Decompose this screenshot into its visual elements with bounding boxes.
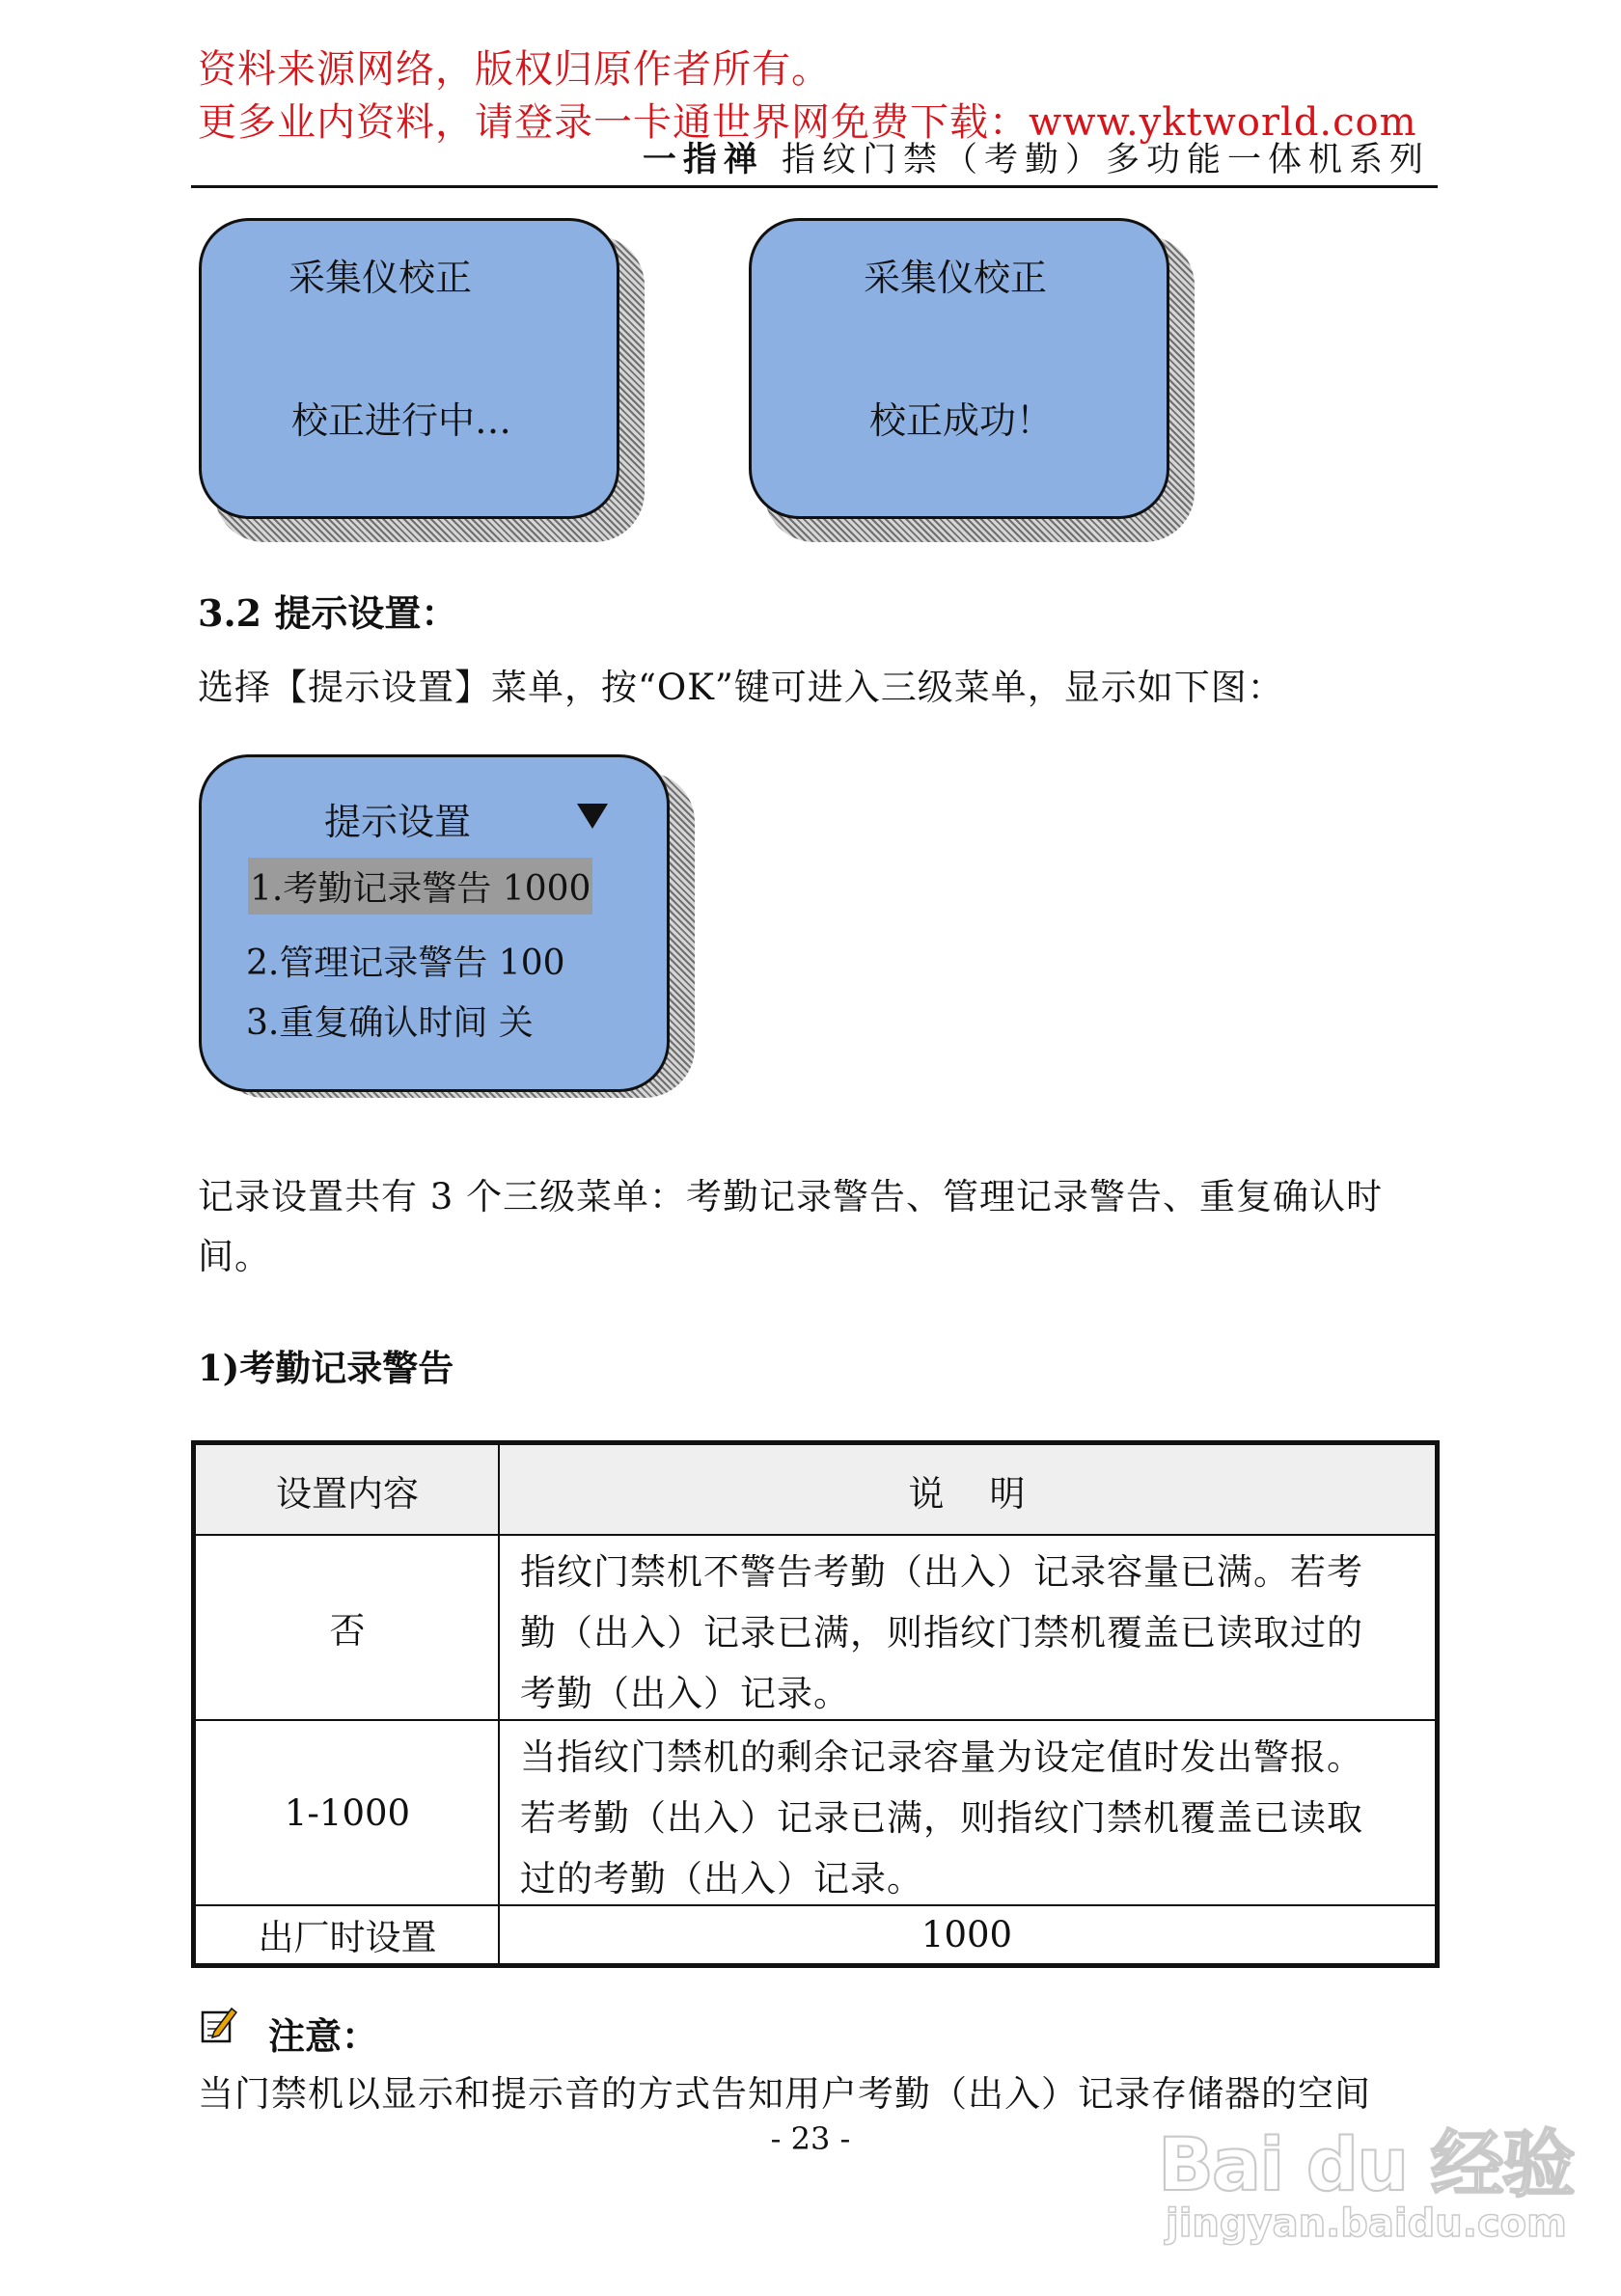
table-row-description: 指纹门禁机不警告考勤（出入）记录容量已满。若考 勤（出入）记录已满，则指纹门禁机覆盖已读取过的 考勤（出入）记录。 [520,1551,1363,1714]
menu-item-admin-warning[interactable]: 2.管理记录警告 100 [246,943,565,983]
screen-title: 采集仪校正 [288,257,472,299]
table-rule [196,1534,1435,1536]
table-rule [196,1904,1435,1906]
settings-table [191,1440,1440,1968]
page-number: - 23 - [770,2120,851,2157]
note-label: 注意： [268,2014,379,2058]
header-divider [191,185,1438,188]
table-row-setting: 1-1000 [284,1791,411,1834]
product-series: 指纹门禁（考勤）多功能一体机系列 [781,141,1430,179]
note-text: 当门禁机以显示和提示音的方式告知用户考勤（出入）记录存储器的空间 [198,2073,1371,2115]
device-screen-calibrating [199,218,619,519]
screen-title: 采集仪校正 [863,257,1047,299]
section-title: 3.2 提示设置： [198,591,458,635]
screen-message: 校正成功！ [868,399,1053,442]
menu-item-repeat-confirm[interactable]: 3.重复确认时间 关 [246,1003,534,1043]
summary-line-1: 记录设置共有 3 个三级菜单：考勤记录警告、管理记录警告、重复确认时 [198,1176,1384,1217]
screen-title: 提示设置 [323,801,471,843]
menu-item-attendance-warning[interactable]: 1.考勤记录警告 1000 [248,858,592,915]
table-row-description: 当指纹门禁机的剩余记录容量为设定值时发出警报。 若考勤（出入）记录已满，则指纹门禁机覆盖已读取 过的考勤（出入）记录。 [520,1736,1363,1900]
summary-line-2: 间。 [198,1236,271,1277]
note-edit-icon [201,2005,237,2043]
table-header-setting: 设置内容 [196,1445,499,1535]
table-rule [196,1719,1435,1721]
table-rule [498,1445,500,1963]
device-screen-prompt-menu [199,754,670,1092]
scroll-down-icon [577,804,608,829]
source-notice: 资料来源网络，版权归原作者所有。 [198,47,831,92]
document-header [643,133,1430,181]
watermark-url: jingyan.baidu.com [1166,2201,1567,2246]
section-intro: 选择【提示设置】菜单，按“OK”键可进入三级菜单，显示如下图： [198,667,1284,708]
baidu-jingyan-watermark: Bai du 经验 [1158,2121,1574,2207]
brand-name: 一指禅 [642,141,764,179]
download-notice: 更多业内资料，请登录一卡通世界网免费下载：www.yktworld.com [198,100,1417,145]
subsection-title: 1)考勤记录警告 [198,1347,454,1389]
table-row-description: 1000 [920,1913,1013,1955]
device-screen-calibrated [749,218,1169,519]
table-row-setting: 出厂时设置 [258,1917,437,1958]
screen-message: 校正进行中… [290,399,511,442]
table-header-description: 说 明 [499,1445,1435,1535]
table-row-setting: 否 [329,1610,366,1652]
